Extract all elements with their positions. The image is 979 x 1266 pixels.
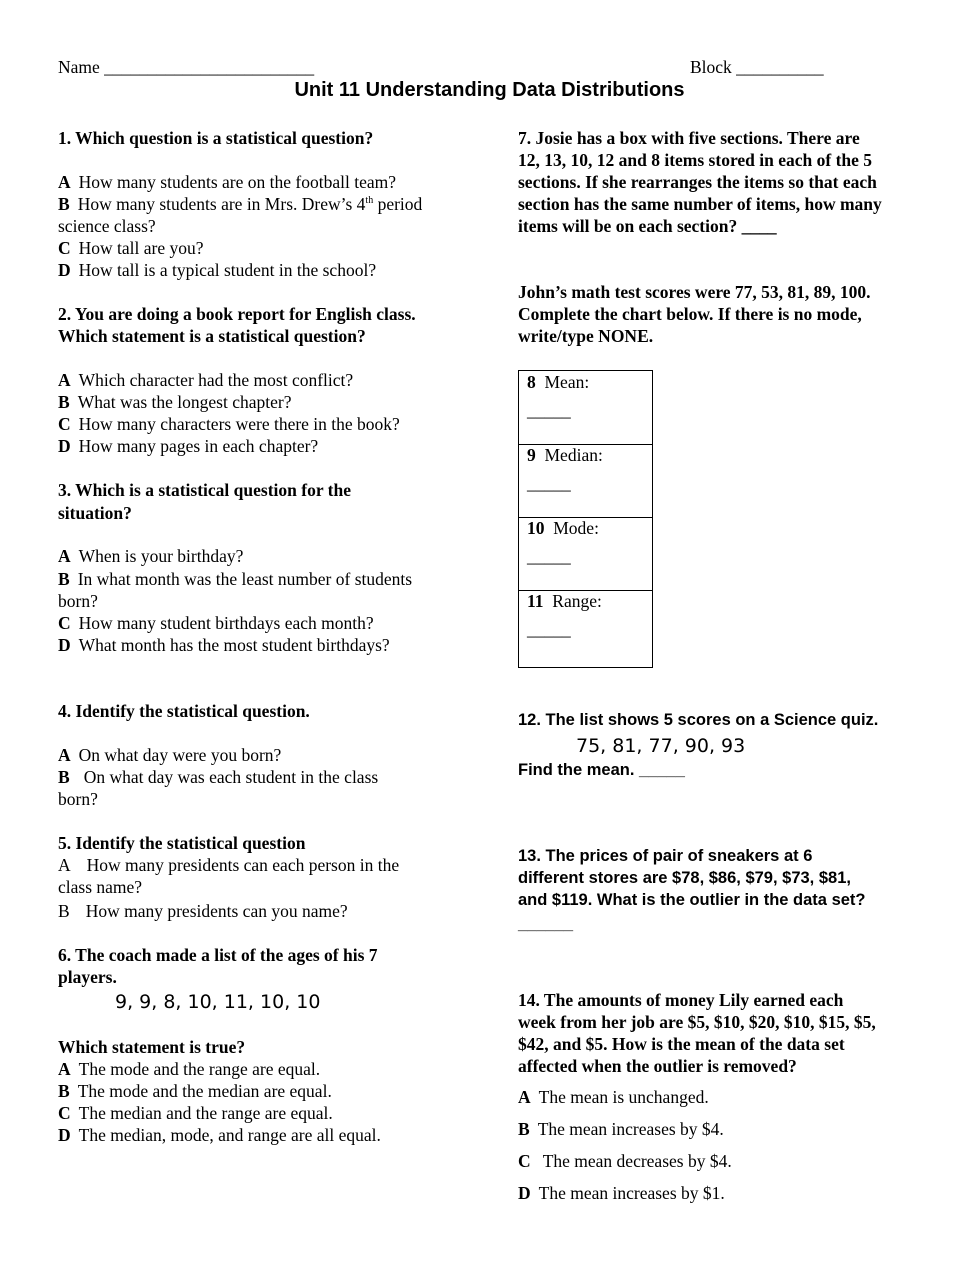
q12-prompt: 12. The list shows 5 scores on a Science quiz. xyxy=(518,711,879,729)
q4-option-b-cont: born? xyxy=(58,789,98,809)
q3-option-b[interactable]: B In what month was the least number of students xyxy=(58,569,413,589)
q5-option-a-cont: class name? xyxy=(58,877,143,897)
q4-option-b[interactable]: B On what day was each student in the class xyxy=(58,767,379,787)
q7-line: 7. Josie has a box with five sections. There are xyxy=(518,128,860,148)
name-field[interactable]: Name ________________________ xyxy=(58,57,315,77)
q2-option-d[interactable]: D How many pages in each chapter? xyxy=(58,436,319,456)
q6-option-d[interactable]: D The median, mode, and range are all equal. xyxy=(58,1125,381,1145)
q4-prompt: 4. Identify the statistical question. xyxy=(58,701,310,721)
q2-option-b[interactable]: B What was the longest chapter? xyxy=(58,392,292,412)
answer-blank[interactable]: _____ xyxy=(527,546,571,566)
q3-option-c[interactable]: C How many student birthdays each month? xyxy=(58,613,374,633)
q3-option-a[interactable]: A When is your birthday? xyxy=(58,546,244,566)
q14-option-d[interactable]: D The mean increases by $1. xyxy=(518,1183,725,1203)
block-field[interactable]: Block __________ xyxy=(690,57,824,77)
q1-option-d[interactable]: D How tall is a typical student in the school? xyxy=(58,260,377,280)
q12-ask: Find the mean. _____ xyxy=(518,761,685,779)
q1-option-c[interactable]: C How tall are you? xyxy=(58,238,204,258)
q4-option-a[interactable]: A On what day were you born? xyxy=(58,745,282,765)
john-line: write/type NONE. xyxy=(518,326,654,346)
q12-scores: 75, 81, 77, 90, 93 xyxy=(576,735,746,757)
q13-line: different stores are $78, $86, $79, $73, $81, xyxy=(518,869,851,887)
q6-option-a[interactable]: A The mode and the range are equal. xyxy=(58,1059,321,1079)
q7-line: items will be on each section? ____ xyxy=(518,216,777,236)
q2-prompt-cont: Which statement is a statistical question? xyxy=(58,326,366,346)
john-line: Complete the chart below. If there is no mode, xyxy=(518,304,862,324)
john-line: John’s math test scores were 77, 53, 81, 89, 100. xyxy=(518,282,871,302)
q6-prompt: 6. The coach made a list of the ages of his 7 xyxy=(58,945,378,965)
q6-ages-list: 9, 9, 8, 10, 11, 10, 10 xyxy=(115,991,321,1013)
answer-blank[interactable]: _____ xyxy=(527,473,571,493)
q7-line: sections. If she rearranges the items so that each xyxy=(518,172,877,192)
q6-option-b[interactable]: B The mode and the median are equal. xyxy=(58,1081,332,1101)
q14-line: week from her job are $5, $10, $20, $10, $15, $5, xyxy=(518,1012,876,1032)
q6-prompt-cont: players. xyxy=(58,967,117,987)
q2-option-c[interactable]: C How many characters were there in the book? xyxy=(58,414,400,434)
q7-line: 12, 13, 10, 12 and 8 items stored in each of the 5 xyxy=(518,150,873,170)
chart-cell-median[interactable]: 9 Median: _____ xyxy=(519,444,652,518)
q1-option-a[interactable]: A How many students are on the football team? xyxy=(58,172,396,192)
page-title: Unit 11 Understanding Data Distributions xyxy=(294,79,685,101)
q1-option-b-cont: science class? xyxy=(58,216,156,236)
q5-prompt: 5. Identify the statistical question xyxy=(58,833,306,853)
chart-cell-range[interactable]: 11 Range: _____ xyxy=(527,591,602,639)
q2-option-a[interactable]: A Which character had the most conflict? xyxy=(58,370,354,390)
q3-option-b-cont: born? xyxy=(58,591,98,611)
q3-option-d[interactable]: D What month has the most student birthdays? xyxy=(58,635,390,655)
q5-option-b[interactable]: B How many presidents can you name? xyxy=(58,901,348,921)
q13-line: and $119. What is the outlier in the data set? xyxy=(518,891,866,909)
q1-option-b[interactable]: B How many students are in Mrs. Drew’s 4th period xyxy=(58,194,423,214)
answer-blank[interactable]: _____ xyxy=(527,619,571,639)
q1-prompt: 1. Which question is a statistical question? xyxy=(58,128,374,148)
q7-line: section has the same number of items, how many xyxy=(518,194,882,214)
q14-option-c[interactable]: C The mean decreases by $4. xyxy=(518,1151,732,1171)
q14-option-b[interactable]: B The mean increases by $4. xyxy=(518,1119,724,1139)
q14-line: $42, and $5. How is the mean of the data set xyxy=(518,1034,845,1054)
q13-answer-blank[interactable]: ______ xyxy=(518,915,574,933)
q13-line: 13. The prices of pair of sneakers at 6 xyxy=(518,847,813,865)
answer-blank[interactable]: _____ xyxy=(527,400,571,420)
q3-prompt: 3. Which is a statistical question for the xyxy=(58,480,351,500)
q3-prompt-cont: situation? xyxy=(58,503,132,523)
q14-line: affected when the outlier is removed? xyxy=(518,1056,797,1076)
q5-option-a[interactable]: A How many presidents can each person in the xyxy=(58,855,400,875)
q2-prompt: 2. You are doing a book report for English class. xyxy=(58,304,416,324)
q14-option-a[interactable]: A The mean is unchanged. xyxy=(518,1087,709,1107)
q14-line: 14. The amounts of money Lily earned each xyxy=(518,990,844,1010)
chart-cell-mean[interactable]: 8 Mean: _____ xyxy=(519,371,652,445)
chart-cell-mode[interactable]: 10 Mode: _____ xyxy=(519,517,652,591)
stats-chart-table xyxy=(518,370,653,668)
q6-subprompt: Which statement is true? xyxy=(58,1037,246,1057)
q6-option-c[interactable]: C The median and the range are equal. xyxy=(58,1103,333,1123)
